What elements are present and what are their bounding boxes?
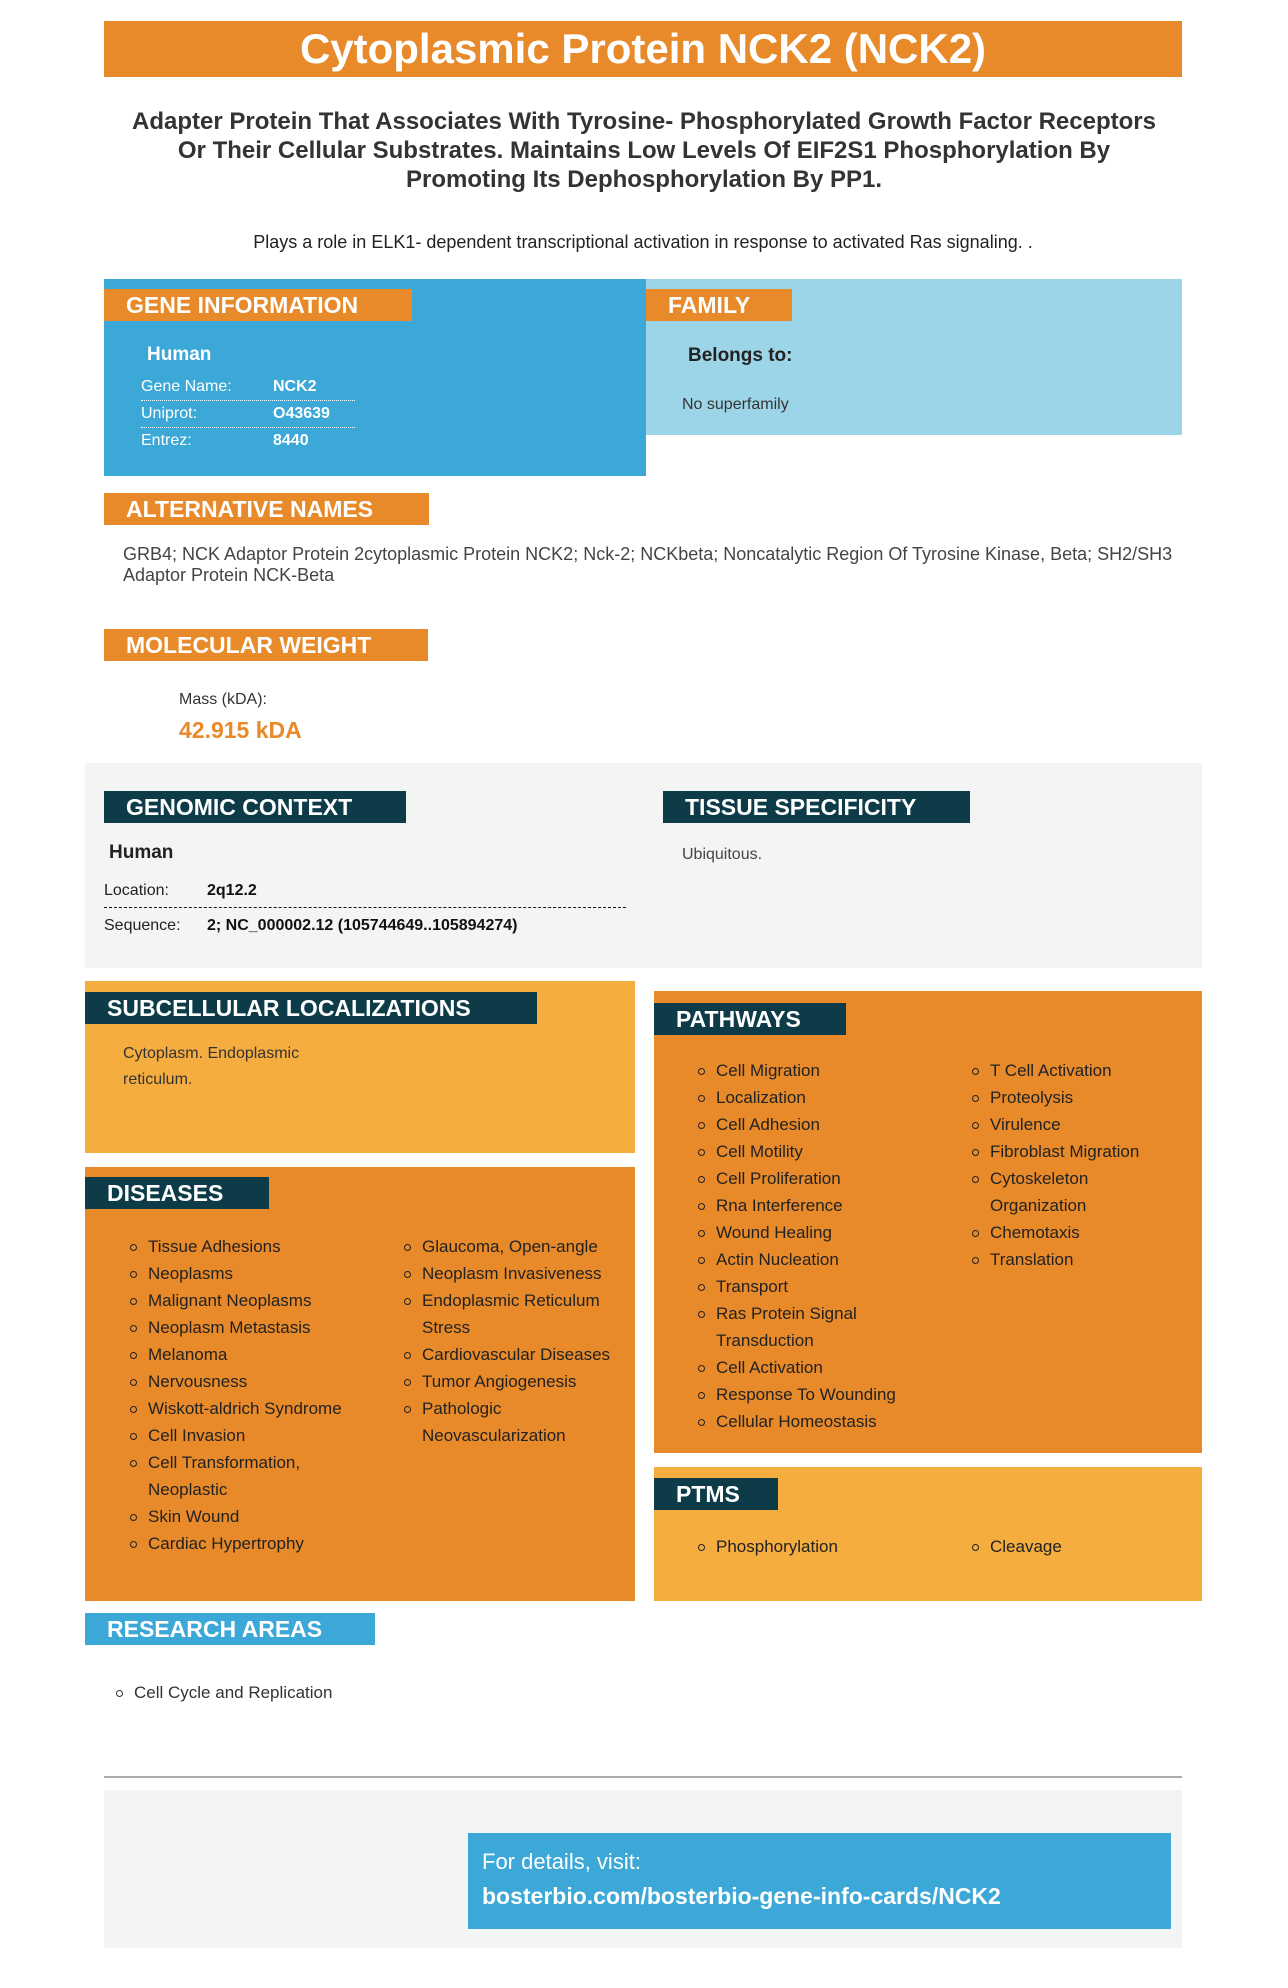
entrez-label: Entrez: [141,432,192,449]
list-item: Nervousness [126,1368,356,1395]
list-item: Cell Migration [694,1057,944,1084]
research-areas-list [112,1679,512,1706]
ptms-heading: PTMS [654,1478,778,1510]
list-item: Cardiovascular Diseases [400,1341,625,1368]
list-item: Transport [694,1273,944,1300]
uniprot-value: O43639 [273,405,330,422]
list-item: Tumor Angiogenesis [400,1368,625,1395]
diseases-list-col2 [400,1233,625,1449]
list-item: Cell Adhesion [694,1111,944,1138]
genomic-species: Human [109,842,174,863]
subcellular-heading: SUBCELLULAR LOCALIZATIONS [85,992,537,1024]
molecular-weight-heading: MOLECULAR WEIGHT [104,629,428,661]
list-item: Cardiac Hypertrophy [126,1530,356,1557]
subcellular-text-line1: Cytoplasm. Endoplasmic [123,1045,300,1062]
list-item: Cell Invasion [126,1422,356,1449]
gene-information-heading: GENE INFORMATION [104,289,412,321]
divider [141,400,355,401]
list-item: Translation [968,1246,1168,1273]
protein-description: Plays a role in ELK1- dependent transcriptional activation in response to activated Ras signaling. . [253,232,1033,252]
list-item: T Cell Activation [968,1057,1168,1084]
diseases-list-col1 [126,1233,356,1557]
pathways-list-col1 [694,1057,944,1435]
list-item: Neoplasm Metastasis [126,1314,356,1341]
genomic-context-heading: GENOMIC CONTEXT [104,791,406,823]
list-item: Localization [694,1084,944,1111]
list-item: Virulence [968,1111,1168,1138]
list-item: Melanoma [126,1341,356,1368]
list-item: Tissue Adhesions [126,1233,356,1260]
list-item: Cell Proliferation [694,1165,944,1192]
sequence-value: 2; NC_000002.12 (105744649..105894274) [207,917,518,934]
footer-divider [104,1776,1182,1778]
ptms-list-col1 [694,1533,944,1560]
pathways-heading: PATHWAYS [654,1003,846,1035]
list-item: Cellular Homeostasis [694,1408,944,1435]
family-heading: FAMILY [646,289,792,321]
list-item: Cell Cycle and Replication [112,1679,512,1706]
sequence-label: Sequence: [104,917,181,934]
list-item: Fibroblast Migration [968,1138,1168,1165]
subcellular-text-line2: reticulum. [123,1071,193,1088]
gene-name-value: NCK2 [273,378,317,395]
list-item: Neoplasm Invasiveness [400,1260,625,1287]
pathways-list-col2 [968,1057,1168,1273]
mass-value: 42.915 kDA [179,717,302,743]
alternative-names-heading: ALTERNATIVE NAMES [104,493,429,525]
list-item: Endoplasmic Reticulum Stress [400,1287,625,1341]
list-item: Glaucoma, Open-angle [400,1233,625,1260]
list-item: Cell Transformation, Neoplastic [126,1449,356,1503]
list-item: Wound Healing [694,1219,944,1246]
footer-link-box[interactable] [468,1833,1171,1929]
list-item: Cell Activation [694,1354,944,1381]
research-areas-heading: RESEARCH AREAS [85,1613,375,1645]
location-value: 2q12.2 [207,882,257,899]
list-item: Response To Wounding [694,1381,944,1408]
diseases-heading: DISEASES [85,1177,269,1209]
footer-text: For details, visit: [482,1849,641,1874]
list-item: Cell Motility [694,1138,944,1165]
family-value: No superfamily [682,396,789,413]
list-item: Phosphorylation [694,1533,944,1560]
list-item: Actin Nucleation [694,1246,944,1273]
alternative-names-text: GRB4; NCK Adaptor Protein 2cytoplasmic Protein NCK2; Nck-2; NCKbeta; Noncatalytic Region Of Tyrosine Kinase, Beta; SH2/SH3 Adaptor Protein NCK-Beta [123,544,1173,585]
family-belongs-label: Belongs to: [688,345,793,366]
location-label: Location: [104,882,169,899]
list-item: Skin Wound [126,1503,356,1530]
divider [141,427,355,428]
page-title: Cytoplasmic Protein NCK2 (NCK2) [104,21,1182,77]
entrez-value: 8440 [273,432,309,449]
footer-link[interactable]: bosterbio.com/bosterbio-gene-info-cards/NCK2 [482,1883,1001,1909]
ptms-list-col2 [968,1533,1168,1560]
list-item: Pathologic Neovascularization [400,1395,625,1449]
list-item: Proteolysis [968,1084,1168,1111]
tissue-specificity-text: Ubiquitous. [682,846,763,863]
list-item: Ras Protein Signal Transduction [694,1300,874,1354]
list-item: Neoplasms [126,1260,356,1287]
list-item: Cleavage [968,1533,1168,1560]
protein-summary: Adapter Protein That Associates With Tyrosine- Phosphorylated Growth Factor Receptors Or Their Cellular Substrates. Maintains Low Levels Of EIF2S1 Phosphorylation By Promoting Its Dephosphorylation By PP1. [132,108,1156,193]
uniprot-label: Uniprot: [141,405,198,422]
list-item: Wiskott-aldrich Syndrome [126,1395,356,1422]
list-item: Malignant Neoplasms [126,1287,356,1314]
gene-species: Human [147,344,212,365]
tissue-specificity-heading: TISSUE SPECIFICITY [663,791,970,823]
list-item: Cytoskeleton Organization [968,1165,1128,1219]
divider [104,907,626,908]
mass-label: Mass (kDA): [179,691,267,708]
gene-name-label: Gene Name: [141,378,232,395]
list-item: Rna Interference [694,1192,944,1219]
list-item: Chemotaxis [968,1219,1168,1246]
